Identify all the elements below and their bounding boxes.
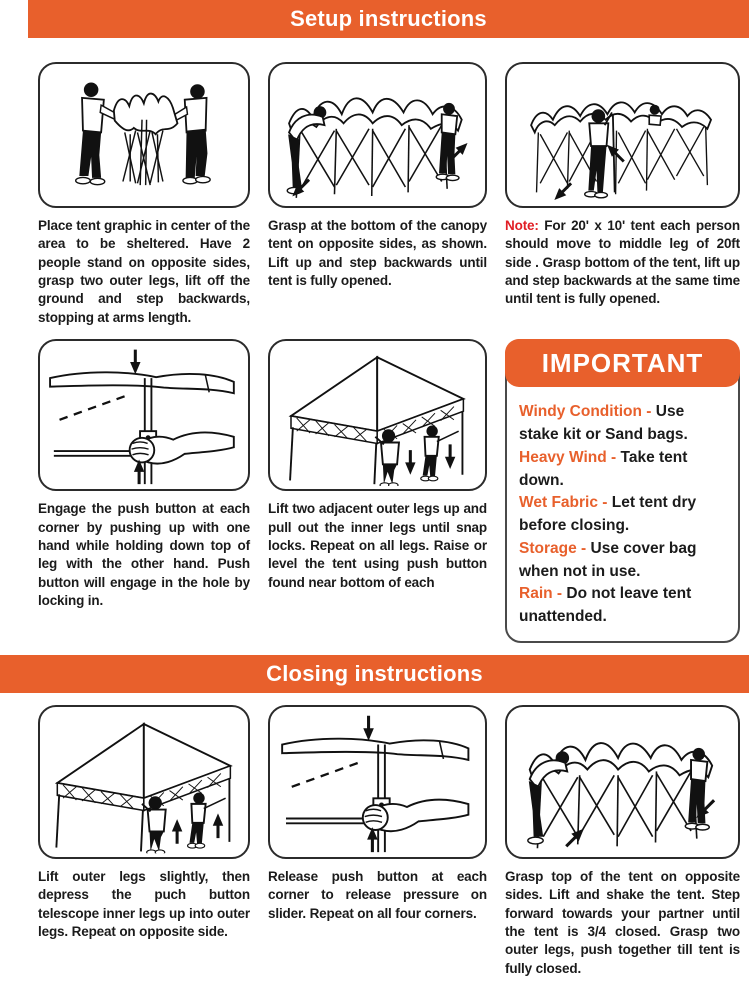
arrow-up-icon [213, 813, 223, 838]
setup-step-2-text: Grasp at the bottom of the canopy tent on opposite sides, as shown. Lift up and step backwards until tent is fully opened. [268, 218, 487, 289]
closing-step-3-illustration-box [505, 705, 740, 859]
closing-step-1-text: Lift outer legs slightly, then depress the puch button telescope inner legs up into outer legs. Repeat on opposite side. [38, 868, 250, 940]
arrow-up-icon [172, 819, 182, 844]
arrow-down-left-icon [550, 180, 574, 204]
setup-step-3 [505, 62, 740, 309]
setup-step-5 [268, 339, 487, 592]
half-closed-tent-icon [512, 710, 734, 854]
important-items [519, 401, 726, 629]
closing-row [0, 693, 749, 990]
setup-step-4-illustration-box [38, 339, 250, 491]
setup-step-3-body: For 20' x 10' tent each person should move to middle leg of 20ft side . Grasp bottom of the tent, lift up and step backwards at the same time until tent is fully opened. [505, 218, 740, 307]
setup-step-5-text: Lift two adjacent outer legs up and pull out the inner legs until snap locks. Repeat on all legs. Raise or level the tent using push button found near bottom of each [268, 501, 487, 590]
important-title: IMPORTANT [505, 339, 740, 387]
half-opened-tent-icon [274, 67, 480, 203]
setup-step-5-illustration-box [268, 339, 487, 491]
closing-step-3-text: Grasp top of the tent on opposite sides. Lift and shake the tent. Step forward towards your partner until the tent is 3/4 closed. Grasp two outer legs, push together till tent is fully closed. [505, 868, 740, 976]
closing-step-2-illustration-box [268, 705, 487, 859]
push-button-closeup-icon [274, 710, 480, 854]
setup-step-2 [268, 62, 487, 290]
setup-step-2-illustration-box [268, 62, 487, 208]
setup-step-1 [38, 62, 250, 327]
closing-step-2-text: Release push button at each corner to release pressure on slider. Repeat on all four corners. [268, 868, 487, 921]
setup-step-3-illustration-box [505, 62, 740, 208]
setup-step-1-illustration-box [38, 62, 250, 208]
important-item: Windy Condition - Use stake kit or Sand bags. [519, 403, 688, 443]
setup-step-4-text: Engage the push button at each corner by pushing up with one hand while holding down top of leg with the other hand. Push button will engage in the hole by locking in. [38, 501, 250, 608]
note-label: Note: [505, 218, 539, 233]
arrow-down-icon [445, 445, 455, 470]
opened-tent-pull-legs-icon [274, 344, 480, 486]
closing-step-1 [38, 705, 250, 941]
important-box [505, 339, 740, 643]
arrow-down-icon [405, 450, 415, 475]
closing-step-2 [268, 705, 487, 923]
folded-tent-two-people-icon [44, 67, 244, 203]
important-item: Storage - Use cover bag when not in use. [519, 539, 697, 580]
setup-row-2 [0, 327, 749, 643]
setup-step-3-text [505, 217, 740, 309]
important-item: Heavy Wind - Take tent down. [519, 448, 688, 489]
setup-banner: Setup instructions [28, 0, 749, 38]
wide-tent-middle-leg-icon [512, 67, 734, 203]
closing-step-3 [505, 705, 740, 978]
arrow-up-right-icon [562, 825, 587, 850]
setup-step-4 [38, 339, 250, 610]
closing-banner: Closing instructions [0, 655, 749, 693]
important-item: Rain - Do not leave tent unattended. [519, 585, 692, 626]
important-item: Wet Fabric - Let tent dry before closing. [519, 494, 697, 535]
closing-step-1-illustration-box [38, 705, 250, 859]
setup-row-1 [0, 38, 749, 327]
opened-tent-lift-legs-icon [44, 710, 244, 854]
setup-step-1-text: Place tent graphic in center of the area to be sheltered. Have 2 people stand on opposite sides, grasp two outer legs, lift off the ground and step backwards, stopping at arms length. [38, 218, 250, 325]
push-button-closeup-icon [44, 344, 244, 486]
